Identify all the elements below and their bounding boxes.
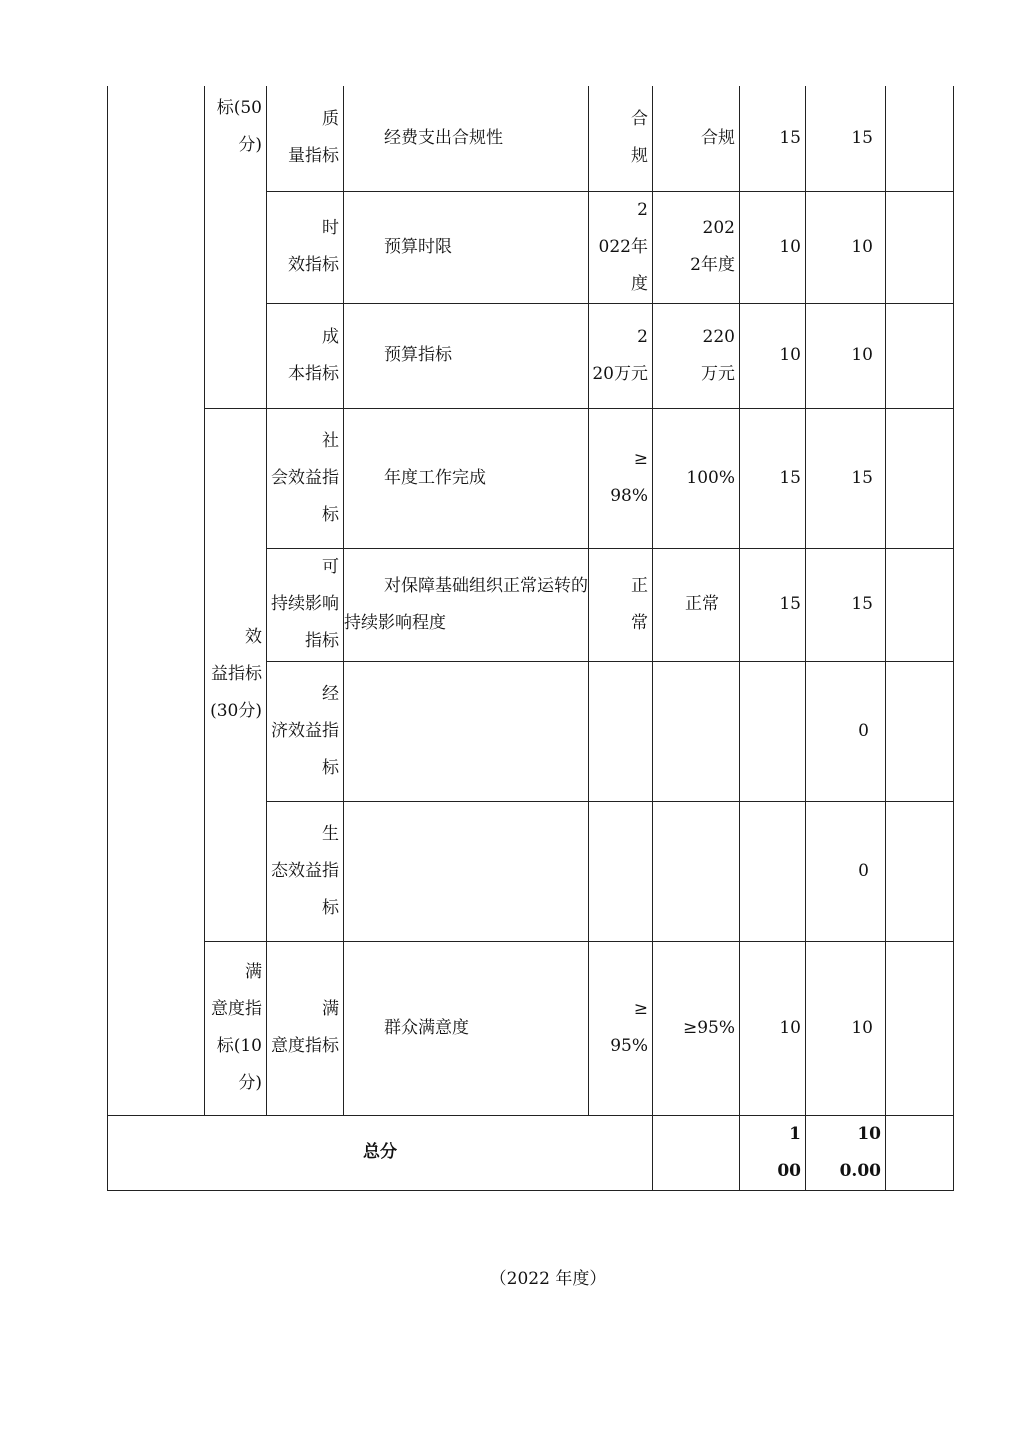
blank-first-column — [108, 86, 205, 1115]
total-label: 总分 — [108, 1115, 653, 1190]
score-cell: 10 — [806, 191, 886, 303]
actual-cell: 2022年度 — [653, 191, 740, 303]
score-cell: 15 — [806, 86, 886, 191]
actual-cell: ≥95% — [653, 941, 740, 1115]
weight-cell: 15 — [740, 408, 806, 548]
total-score: 100.00 — [806, 1115, 886, 1190]
actual-cell: 100% — [653, 408, 740, 548]
weight-cell: 15 — [740, 86, 806, 191]
target-cell — [589, 661, 653, 801]
item-cell — [344, 801, 589, 941]
item-cell: 预算指标 — [344, 303, 589, 408]
target-cell: 正常 — [589, 548, 653, 661]
cat-cell: 成本指标 — [267, 303, 344, 408]
score-cell: 15 — [806, 408, 886, 548]
target-cell: 220万元 — [589, 303, 653, 408]
cat-cell: 时效指标 — [267, 191, 344, 303]
performance-table — [107, 86, 954, 1191]
cat-cell: 生态效益指标 — [267, 801, 344, 941]
note-cell — [886, 303, 954, 408]
total-weight: 100 — [740, 1115, 806, 1190]
group-output-tail: 标(50分) — [205, 86, 267, 408]
score-cell: 0 — [806, 661, 886, 801]
note-cell — [886, 548, 954, 661]
cat-cell: 经济效益指标 — [267, 661, 344, 801]
weight-cell: 15 — [740, 548, 806, 661]
footer-year: （2022 年度） — [489, 1269, 607, 1289]
score-cell: 0 — [806, 801, 886, 941]
cat-cell: 社会效益指标 — [267, 408, 344, 548]
note-cell — [886, 941, 954, 1115]
actual-cell: 合规 — [653, 86, 740, 191]
target-cell: ≥95% — [589, 941, 653, 1115]
actual-cell: 220万元 — [653, 303, 740, 408]
group-benefit: 效益指标(30分) — [205, 408, 267, 941]
score-cell: 15 — [806, 548, 886, 661]
item-cell: 群众满意度 — [344, 941, 589, 1115]
note-cell — [886, 86, 954, 191]
cat-cell: 质量指标 — [267, 86, 344, 191]
weight-cell — [740, 801, 806, 941]
cat-cell: 可持续影响指标 — [267, 548, 344, 661]
weight-cell — [740, 661, 806, 801]
item-cell: 预算时限 — [344, 191, 589, 303]
note-cell — [886, 408, 954, 548]
target-cell — [589, 801, 653, 941]
total-empty-cell — [653, 1115, 740, 1190]
item-cell: 对保障基础组织正常运转的持续影响程度 — [344, 548, 589, 661]
note-cell — [886, 191, 954, 303]
group-satisfaction: 满意度指标(10分) — [205, 941, 267, 1115]
note-cell — [886, 801, 954, 941]
item-cell: 经费支出合规性 — [344, 86, 589, 191]
note-cell — [886, 661, 954, 801]
item-cell — [344, 661, 589, 801]
target-cell: 2022年度 — [589, 191, 653, 303]
target-cell: ≥98% — [589, 408, 653, 548]
cat-cell: 满意度指标 — [267, 941, 344, 1115]
actual-cell — [653, 661, 740, 801]
actual-cell: 正常 — [653, 548, 740, 661]
score-cell: 10 — [806, 303, 886, 408]
actual-cell — [653, 801, 740, 941]
score-cell: 10 — [806, 941, 886, 1115]
weight-cell: 10 — [740, 303, 806, 408]
weight-cell: 10 — [740, 191, 806, 303]
total-note — [886, 1115, 954, 1190]
target-cell: 合规 — [589, 86, 653, 191]
item-cell: 年度工作完成 — [344, 408, 589, 548]
weight-cell: 10 — [740, 941, 806, 1115]
